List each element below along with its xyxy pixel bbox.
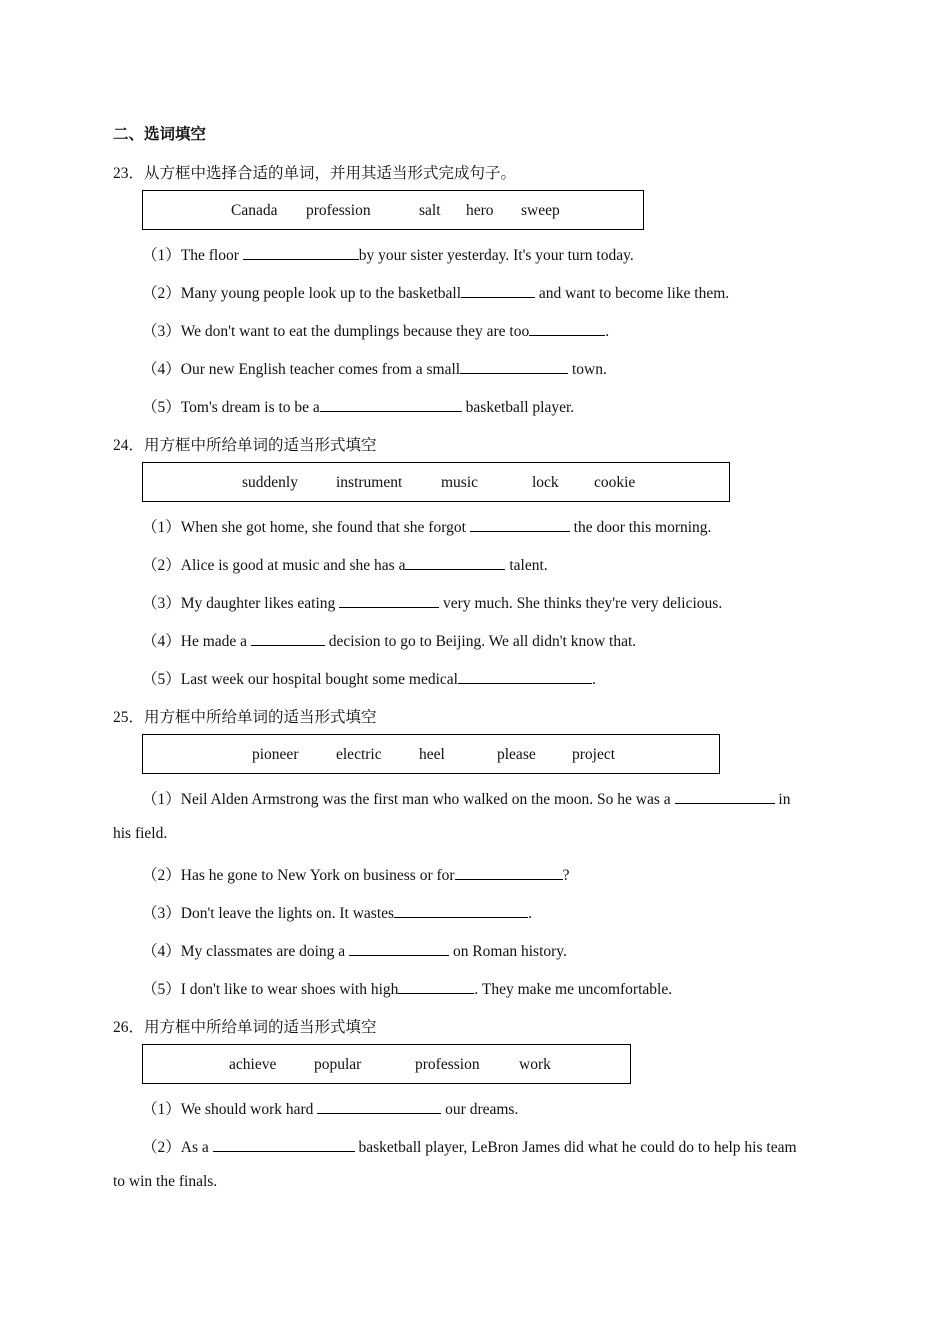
question-23-heading <box>113 161 516 183</box>
word-box-25 <box>142 734 720 774</box>
word-option: music <box>441 474 479 491</box>
answer-blank[interactable] <box>349 941 449 956</box>
word-option: profession <box>306 202 371 219</box>
item-text-after: . <box>605 323 610 340</box>
item-23-3 <box>142 319 609 341</box>
item-23-4 <box>142 357 607 379</box>
question-instruction: 用方框中所给单词的适当形式填空 <box>144 437 377 454</box>
item-text-after: town. <box>568 361 607 378</box>
item-23-1 <box>142 243 634 265</box>
item-text-after: and want to become like them. <box>535 285 730 302</box>
item-25-5 <box>142 977 672 999</box>
item-text-before: The floor <box>180 247 243 264</box>
word-option: salt <box>419 202 441 219</box>
item-text-before: He made a <box>180 633 251 650</box>
word-option: electric <box>336 746 382 763</box>
item-text-before: Don't leave the lights on. It wastes <box>180 905 395 922</box>
question-24-heading <box>113 433 377 455</box>
item-text-after: very much. She thinks they're very delicious. <box>439 595 723 612</box>
question-instruction: 用方框中所给单词的适当形式填空 <box>144 1019 377 1036</box>
word-option: popular <box>314 1056 362 1073</box>
answer-blank[interactable] <box>243 245 359 260</box>
answer-blank[interactable] <box>213 1137 355 1152</box>
answer-blank[interactable] <box>394 903 528 918</box>
answer-blank[interactable] <box>529 321 605 336</box>
item-marker: （5） <box>142 981 181 998</box>
item-text-after: by your sister yesterday. It's your turn today. <box>358 247 634 264</box>
question-26-heading <box>113 1015 377 1037</box>
question-instruction: 从方框中选择合适的单词，并用其适当形式完成句子。 <box>144 165 517 182</box>
item-text-before: When she got home, she found that she forgot <box>180 519 470 536</box>
word-box-24 <box>142 462 730 502</box>
item-marker: （5） <box>142 671 181 688</box>
word-option: sweep <box>521 202 560 219</box>
item-marker: （3） <box>142 905 181 922</box>
item-text-after: talent. <box>505 557 548 574</box>
word-option: suddenly <box>242 474 298 491</box>
item-text-before: Last week our hospital bought some medical <box>180 671 458 688</box>
item-text-before: Many young people look up to the basketball <box>180 285 462 302</box>
word-option: please <box>497 746 536 763</box>
item-text-after: ? <box>562 867 570 884</box>
item-marker: （2） <box>142 285 181 302</box>
word-option: cookie <box>594 474 636 491</box>
word-option: pioneer <box>252 746 299 763</box>
item-marker: （3） <box>142 595 181 612</box>
word-option: lock <box>532 474 559 491</box>
word-option: hero <box>466 202 494 219</box>
answer-blank[interactable] <box>470 517 570 532</box>
word-option: heel <box>419 746 445 763</box>
item-text-after: basketball player. <box>461 399 575 416</box>
item-text-before: We don't want to eat the dumplings because they are too <box>180 323 530 340</box>
answer-blank[interactable] <box>339 593 439 608</box>
item-26-2 <box>142 1135 797 1157</box>
item-text-after: . <box>591 671 596 688</box>
item-text-before: My daughter likes eating <box>180 595 340 612</box>
word-option: Canada <box>231 202 278 219</box>
item-marker: （4） <box>142 633 181 650</box>
item-marker: （5） <box>142 399 181 416</box>
question-25-heading <box>113 705 377 727</box>
item-text-after: . They make me uncomfortable. <box>474 981 673 998</box>
item-marker: （2） <box>142 1139 181 1156</box>
answer-blank[interactable] <box>317 1099 441 1114</box>
item-text-before: Tom's dream is to be a <box>180 399 320 416</box>
item-text-before: Neil Alden Armstrong was the first man who walked on the moon. So he was a <box>180 791 675 808</box>
item-text-before: Alice is good at music and she has a <box>180 557 406 574</box>
item-24-4 <box>142 629 636 651</box>
question-number: 24． <box>113 437 145 454</box>
word-option: instrument <box>336 474 403 491</box>
item-text-before: I don't like to wear shoes with high <box>180 981 399 998</box>
item-text-before: Has he gone to New York on business or for <box>180 867 455 884</box>
item-25-1 <box>142 787 790 809</box>
item-marker: （4） <box>142 361 181 378</box>
word-box-23 <box>142 190 644 230</box>
item-marker: （2） <box>142 867 181 884</box>
question-number: 23． <box>113 165 145 182</box>
item-25-1-continuation: his field. <box>113 825 168 842</box>
item-text-before: We should work hard <box>180 1101 318 1118</box>
item-marker: （1） <box>142 519 181 536</box>
answer-blank[interactable] <box>458 669 592 684</box>
answer-blank[interactable] <box>675 789 775 804</box>
answer-blank[interactable] <box>461 283 535 298</box>
word-option: profession <box>415 1056 480 1073</box>
item-text-after: on Roman history. <box>449 943 567 960</box>
item-24-3 <box>142 591 722 613</box>
item-26-2-continuation: to win the finals. <box>113 1173 218 1190</box>
item-25-2 <box>142 863 569 885</box>
item-24-2 <box>142 553 548 575</box>
question-number: 26． <box>113 1019 145 1036</box>
item-25-4 <box>142 939 567 961</box>
answer-blank[interactable] <box>398 979 474 994</box>
word-option: achieve <box>229 1056 277 1073</box>
section-title: 二、选词填空 <box>113 126 207 143</box>
question-instruction: 用方框中所给单词的适当形式填空 <box>144 709 377 726</box>
item-text-after: our dreams. <box>441 1101 519 1118</box>
item-text-before: Our new English teacher comes from a small <box>180 361 461 378</box>
answer-blank[interactable] <box>405 555 505 570</box>
answer-blank[interactable] <box>320 397 462 412</box>
item-24-5 <box>142 667 596 689</box>
word-box-26 <box>142 1044 631 1084</box>
word-option: project <box>572 746 616 763</box>
item-24-1 <box>142 515 711 537</box>
item-26-1 <box>142 1097 518 1119</box>
item-marker: （1） <box>142 1101 181 1118</box>
item-marker: （4） <box>142 943 181 960</box>
item-text-before: My classmates are doing a <box>180 943 350 960</box>
word-option: work <box>519 1056 551 1073</box>
answer-blank[interactable] <box>455 865 563 880</box>
answer-blank[interactable] <box>460 359 568 374</box>
item-23-2 <box>142 281 729 303</box>
question-number: 25． <box>113 709 145 726</box>
item-marker: （2） <box>142 557 181 574</box>
item-marker: （1） <box>142 247 181 264</box>
answer-blank[interactable] <box>251 631 325 646</box>
item-text-before: As a <box>180 1139 213 1156</box>
item-text-after: basketball player, LeBron James did what he could do to help his team <box>354 1139 797 1156</box>
item-marker: （1） <box>142 791 181 808</box>
item-marker: （3） <box>142 323 181 340</box>
item-text-after: . <box>528 905 532 922</box>
item-text-after: the door this morning. <box>569 519 712 536</box>
item-text-after: decision to go to Beijing. We all didn't know that. <box>324 633 637 650</box>
item-25-3 <box>142 901 532 923</box>
item-text-after: in <box>774 791 791 808</box>
item-23-5 <box>142 395 574 417</box>
